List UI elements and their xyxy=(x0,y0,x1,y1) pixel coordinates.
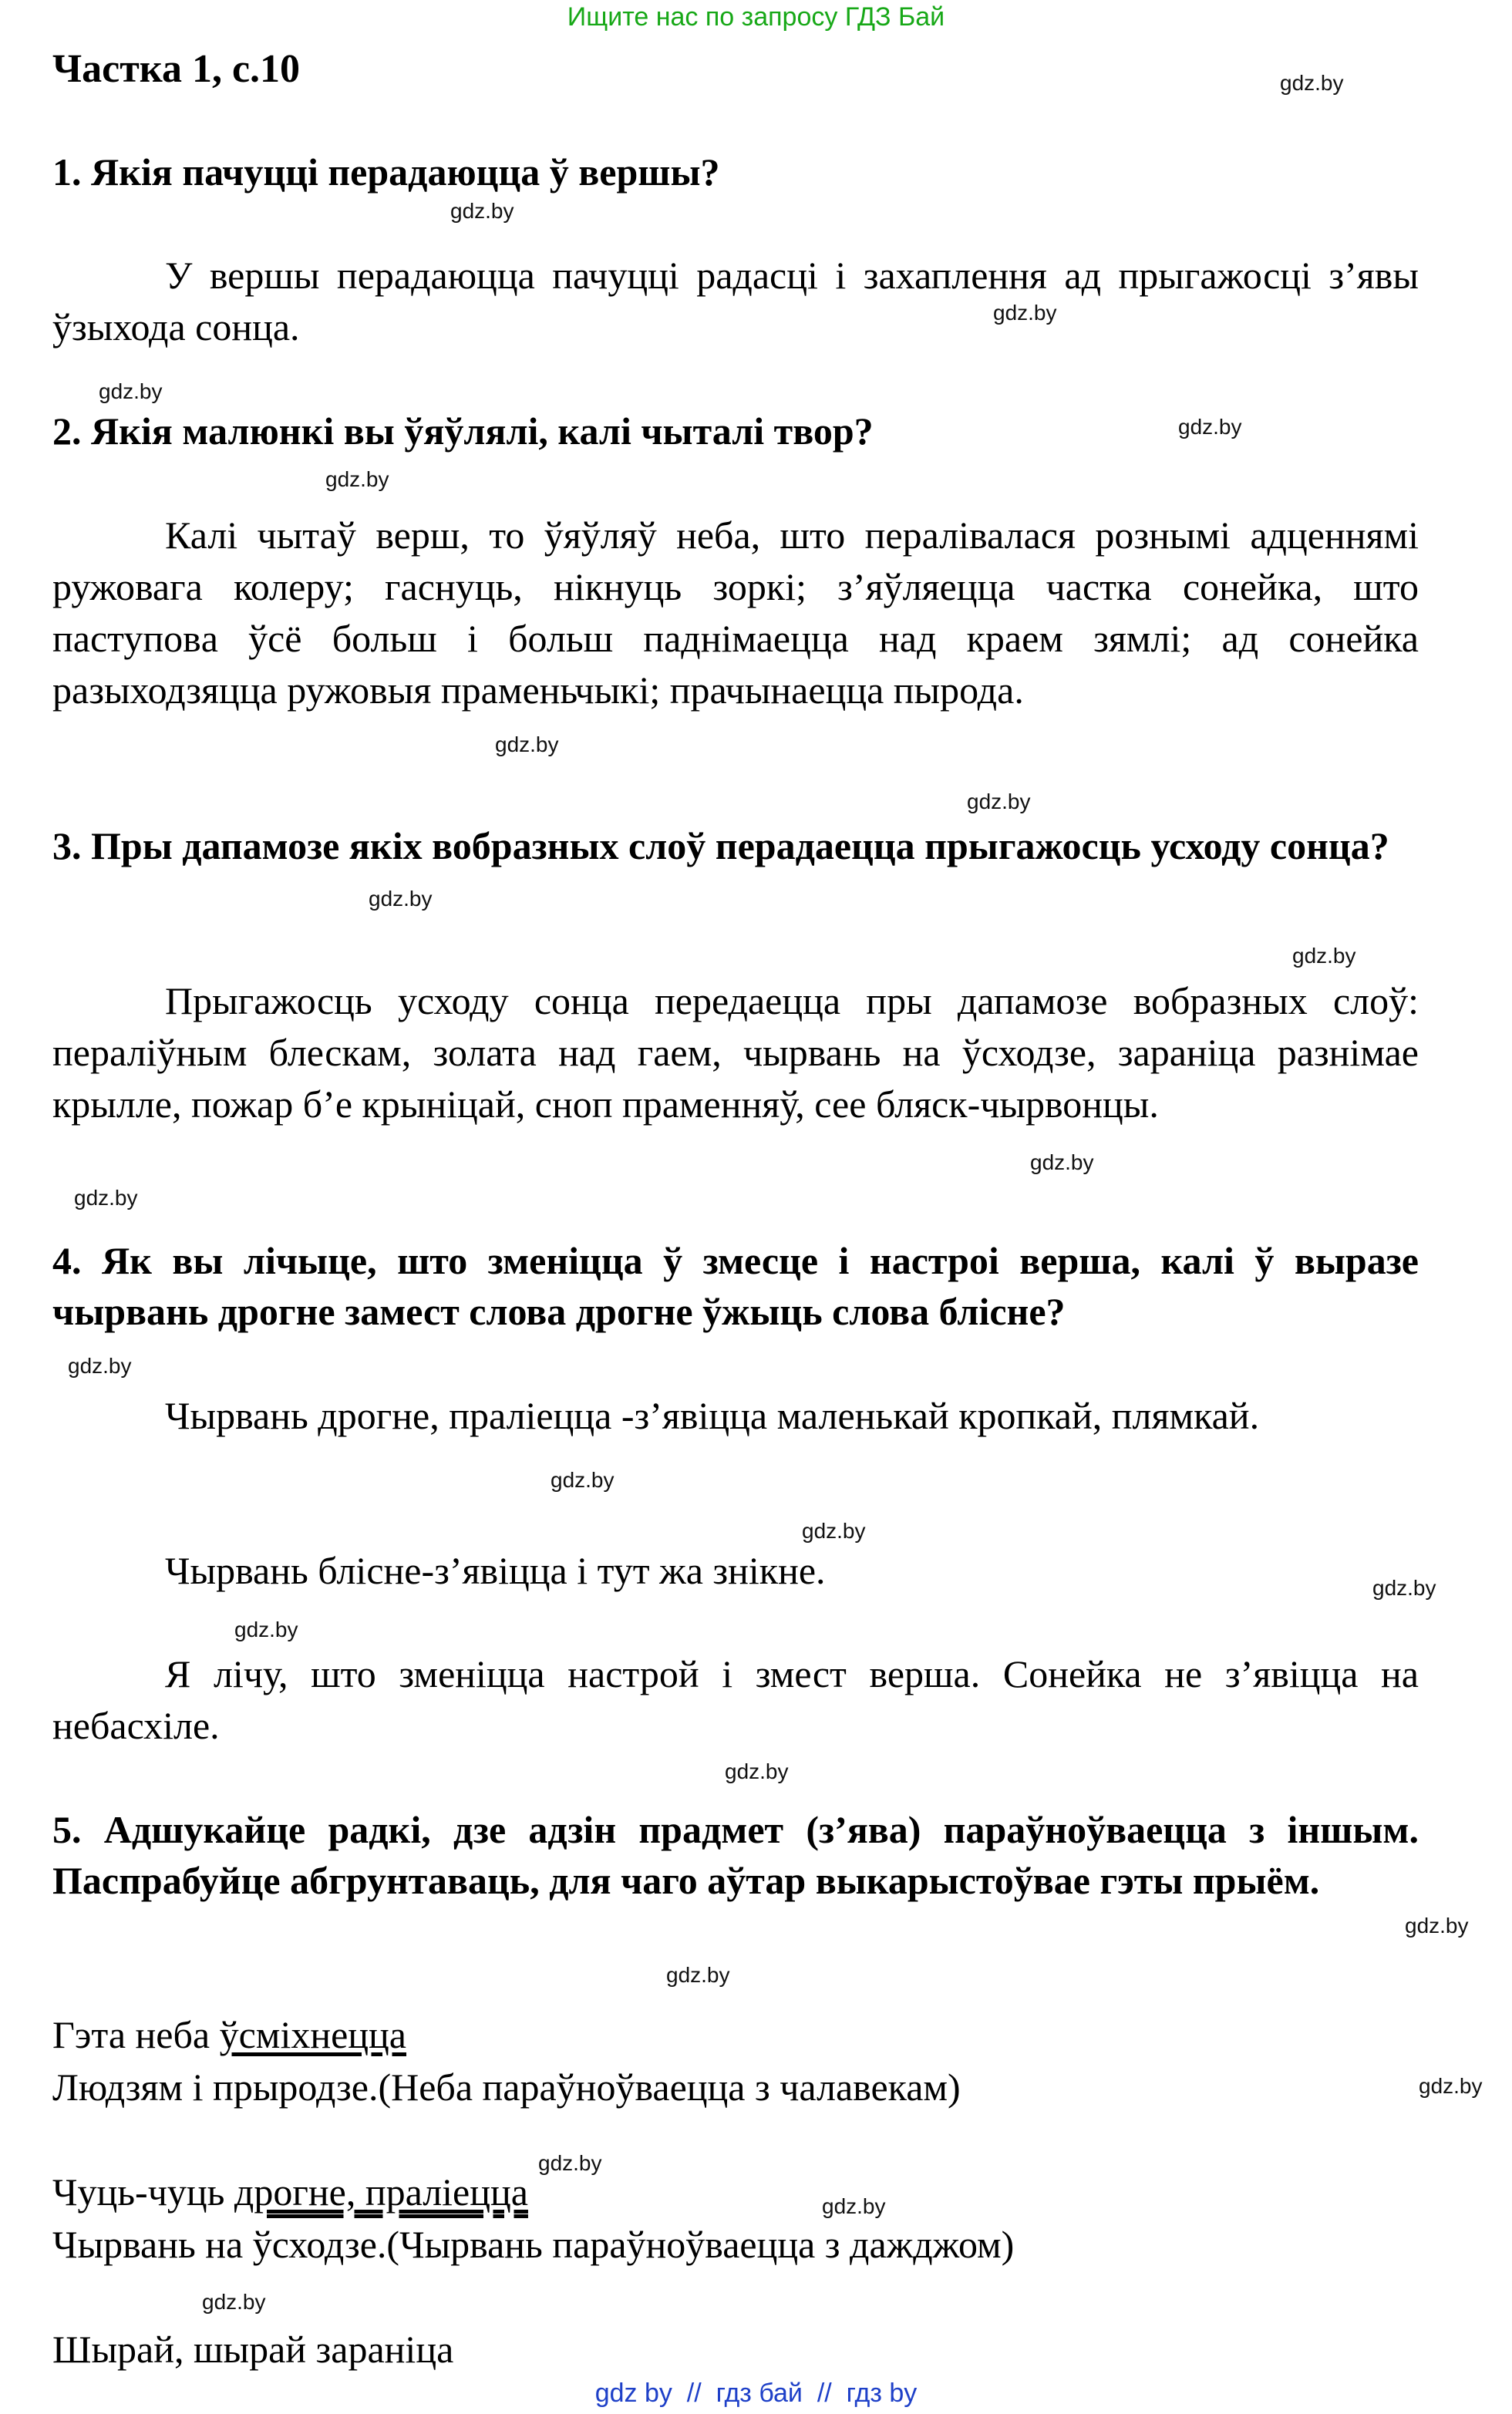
poem-underlined-word: ўсміхнецца xyxy=(219,2013,406,2056)
watermark: gdz.by xyxy=(967,790,1031,813)
watermark: gdz.by xyxy=(74,1186,138,1210)
top-banner: Ищите нас по запросу ГДЗ Бай xyxy=(567,2,945,32)
watermark: gdz.by xyxy=(1178,415,1242,439)
watermark: gdz.by xyxy=(822,2194,886,2218)
watermark: gdz.by xyxy=(802,1519,866,1543)
watermark: gdz.by xyxy=(538,2151,602,2175)
answer-4a: Чырвань дрогне, пралiецца -з’явіцца маленькай кропкай, плямкай. xyxy=(165,1394,1260,1437)
watermark: gdz.by xyxy=(1372,1576,1436,1600)
poem-line-4: Чырвань на ўсходзе.(Чырвань параўноўваецца з дажджом) xyxy=(52,2223,1015,2266)
watermark: gdz.by xyxy=(1292,944,1356,968)
answer-4b: Чырвань блісне-з’явіцца і тут жа знікне. xyxy=(165,1549,826,1592)
watermark: gdz.by xyxy=(551,1468,615,1492)
page-title: Частка 1, с.10 xyxy=(52,47,301,91)
poem-double-underlined-words: дрогне, пралiецца xyxy=(234,2170,528,2214)
watermark: gdz.by xyxy=(369,887,433,911)
watermark: gdz.by xyxy=(450,199,514,223)
watermark: gdz.by xyxy=(725,1759,789,1783)
answer-4c: Я лічу, што зменіцца настрой і змест верша. Сонейка не з’явіцца на небасхіле. xyxy=(52,1652,1419,1747)
question-5: 5. Адшукайце радкі, дзе адзін прадмет (з’ява) параўноўваецца з іншым. Паспрабуйце абгрунтаваць, для чаго аўтар выкарыстоўвае гэты прыём. xyxy=(52,1808,1419,1902)
question-3: 3. Пры дапамозе якіх вобразных слоў перадаецца прыгажосць усходу сонца? xyxy=(52,824,1389,867)
watermark: gdz.by xyxy=(993,301,1057,325)
watermark: gdz.by xyxy=(1280,71,1344,95)
question-1: 1. Якія пачуцці перадаюцца ў вершы? xyxy=(52,150,720,194)
poem-line-3 xyxy=(52,2168,528,2216)
watermark: gdz.by xyxy=(666,1963,730,1987)
watermark: gdz.by xyxy=(234,1618,298,1641)
question-4: 4. Як вы лічыце, што зменіцца ў змесце і настроі верша, калі ў выразе чырвань дрогне замест слова дрогне ўжыць слова блісне? xyxy=(52,1239,1419,1333)
answer-3: Прыгажосць усходу сонца передаецца пры дапамозе вобразных слоў: пераліўным блескам, золата над гаем, чырвань на ўсходзе, заранiца разнімае крылле, пожар б’е крыніцай, сноп праменняў, сее бляск-чырвонцы. xyxy=(52,979,1419,1126)
watermark: gdz.by xyxy=(1030,1150,1094,1174)
watermark: gdz.by xyxy=(1419,2074,1483,2098)
watermark: gdz.by xyxy=(68,1354,132,1378)
answer-1: У вершы перадаюцца пачуцці радасці і захаплення ад прыгажосці з’явы ўзыхода сонца. xyxy=(52,254,1419,348)
poem-line-1-text: Гэта неба xyxy=(52,2013,220,2056)
poem-line-5: Шырай, шырай заранiца xyxy=(52,2328,454,2371)
watermark: gdz.by xyxy=(202,2290,266,2314)
watermark: gdz.by xyxy=(325,467,389,491)
footer-links: gdz by // гдз бай // гдз by xyxy=(594,2379,918,2408)
poem-line-2: Людзям і прыродзе.(Неба параўноўваецца з чалавекам) xyxy=(52,2066,961,2109)
watermark: gdz.by xyxy=(495,732,559,756)
answer-2: Калі чытаў верш, то ўяўляў неба, што пералівалася рознымі адценнямі ружовага колеру; гаснуць, нікнуць зоркі; з’яўляецца частка сонейка, што паступовa ўсё больш і больш паднімаецца над краем зямлі; ад сонейка разыходзяцца ружовыя праменьчыкі; прачынаецца пырода. xyxy=(52,513,1419,712)
question-2: 2. Якія малюнкі вы ўяўлялі, калі чыталі твор? xyxy=(52,409,874,453)
watermark: gdz.by xyxy=(99,379,163,403)
poem-line-3-text: Чуць-чуць xyxy=(52,2170,234,2214)
watermark: gdz.by xyxy=(1405,1914,1469,1938)
poem-line-1 xyxy=(52,2011,406,2059)
